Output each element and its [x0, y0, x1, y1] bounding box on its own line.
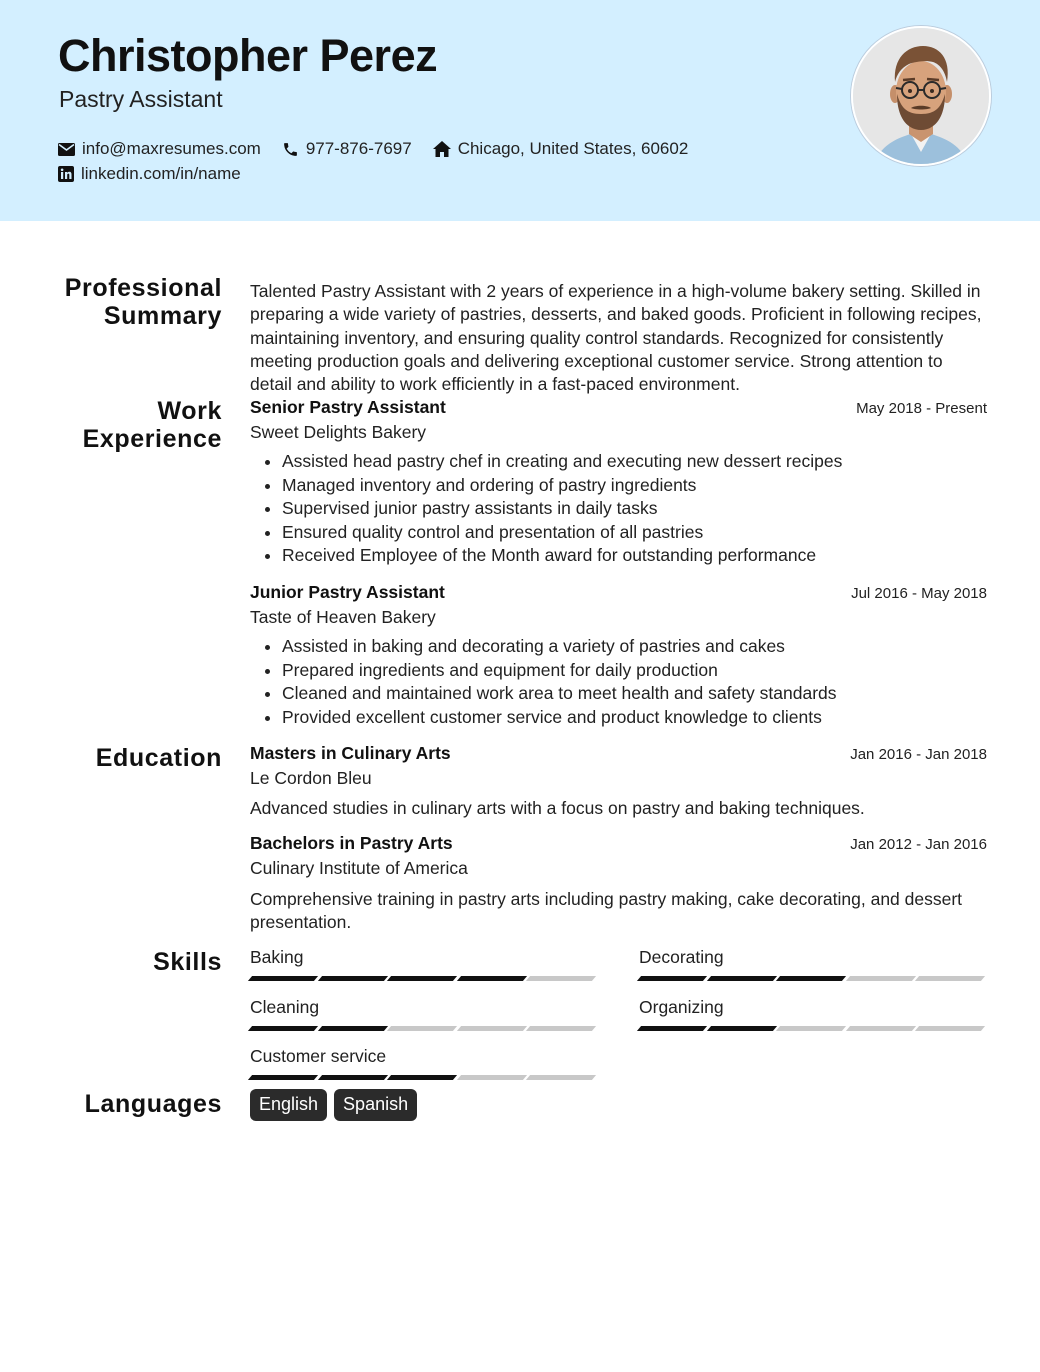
skill-name: Decorating	[639, 947, 724, 967]
skill-item	[639, 947, 987, 981]
skill-segment-empty	[915, 976, 985, 981]
skill-name: Baking	[250, 947, 304, 967]
contact-phone[interactable]	[282, 139, 412, 159]
list-item: • Cleaned and maintained work area to meet health and safety standards	[282, 682, 987, 706]
skill-segment-empty	[776, 1026, 846, 1031]
skill-segment-filled	[637, 1026, 707, 1031]
skill-rating	[639, 1026, 987, 1031]
language-badge: Spanish	[334, 1089, 417, 1121]
home-icon	[433, 141, 451, 157]
list-item: • Managed inventory and ordering of pastry ingredients	[282, 474, 987, 498]
list-item: • Supervised junior pastry assistants in daily tasks	[282, 497, 987, 521]
section-label-languages	[85, 1090, 222, 1118]
section-label-line: Summary	[103, 302, 222, 330]
education-dates: Jan 2016 - Jan 2018	[850, 746, 987, 763]
job-title: Junior Pastry Assistant	[250, 582, 445, 602]
language-badge: English	[250, 1089, 327, 1121]
contact-linkedin[interactable]	[58, 164, 241, 184]
job-title: Senior Pastry Assistant	[250, 397, 446, 417]
skill-segment-empty	[915, 1026, 985, 1031]
job-bullets	[250, 635, 987, 729]
school-name: Culinary Institute of America	[250, 858, 468, 878]
section-label-education	[96, 744, 222, 772]
list-item: • Assisted head pastry chef in creating and executing new dessert recipes	[282, 450, 987, 474]
skill-rating	[250, 976, 598, 981]
job-dates: Jul 2016 - May 2018	[851, 585, 987, 602]
skill-name: Customer service	[250, 1046, 387, 1066]
skill-segment-empty	[387, 1026, 457, 1031]
contact-row	[58, 164, 262, 184]
skill-segment-filled	[387, 976, 457, 981]
list-item: • Provided excellent customer service and product knowledge to clients	[282, 706, 987, 730]
location-text: Chicago, United States, 60602	[457, 139, 689, 158]
section-label-line: Work	[157, 397, 222, 425]
contact-row	[58, 139, 709, 159]
email-text: info@maxresumes.com	[82, 139, 261, 158]
skill-segment-filled	[706, 1026, 776, 1031]
skill-rating	[250, 1026, 598, 1031]
skill-segment-filled	[317, 1026, 387, 1031]
list-item: • Received Employee of the Month award for outstanding performance	[282, 544, 987, 568]
list-item: • Prepared ingredients and equipment for daily production	[282, 659, 987, 683]
skill-segment-empty	[526, 976, 596, 981]
skill-item	[250, 997, 598, 1031]
skill-segment-filled	[248, 1075, 318, 1080]
skill-segment-filled	[776, 976, 846, 981]
linkedin-text: linkedin.com/in/name	[81, 164, 241, 183]
school-name: Le Cordon Bleu	[250, 768, 372, 788]
phone-text: 977-876-7697	[305, 139, 412, 158]
skill-segment-empty	[846, 1026, 916, 1031]
skill-segment-empty	[846, 976, 916, 981]
section-label-line: Experience	[82, 425, 222, 453]
linkedin-icon	[58, 166, 74, 182]
summary-text: Talented Pastry Assistant with 2 years of experience in a high-volume bakery setting. Skilled in preparing a wide variety of pastries, desserts, and baked goods. Proficient in following recipes, maintaining inventory, and ensuring quality control standards. Recognized for consistently meeting production goals and delivering exceptional customer service. Strong attention to detail and ability to work efficiently in a fast-paced environment.	[250, 281, 982, 395]
candidate-name: Christopher Perez	[58, 30, 438, 81]
languages-list	[250, 1089, 987, 1121]
education-description: Advanced studies in culinary arts with a focus on pastry and baking techniques.	[250, 798, 865, 818]
education-header	[250, 743, 987, 764]
skill-segment-filled	[248, 976, 318, 981]
summary-block	[250, 280, 987, 396]
skill-name: Organizing	[639, 997, 724, 1017]
degree-title: Bachelors in Pastry Arts	[250, 833, 453, 853]
contact-email[interactable]	[58, 139, 261, 159]
job-dates: May 2018 - Present	[856, 400, 987, 417]
job-company: Taste of Heaven Bakery	[250, 607, 436, 627]
skill-item	[639, 997, 987, 1031]
job-header	[250, 397, 987, 418]
skill-segment-filled	[317, 1075, 387, 1080]
education-description: Comprehensive training in pastry arts including pastry making, cake decorating, and dessert presentation.	[250, 889, 963, 933]
job-entry	[250, 397, 987, 568]
skill-rating	[250, 1075, 598, 1080]
job-header	[250, 582, 987, 603]
skill-item	[250, 947, 598, 981]
skill-segment-filled	[248, 1026, 318, 1031]
skill-name: Cleaning	[250, 997, 320, 1017]
education-header	[250, 833, 987, 854]
job-entry	[250, 582, 987, 729]
section-label-summary	[65, 274, 222, 330]
section-label-work	[83, 397, 222, 453]
degree-title: Masters in Culinary Arts	[250, 743, 451, 763]
job-company: Sweet Delights Bakery	[250, 422, 427, 442]
list-item: • Assisted in baking and decorating a variety of pastries and cakes	[282, 635, 987, 659]
skill-segment-filled	[387, 1075, 457, 1080]
list-item: • Ensured quality control and presentation of all pastries	[282, 521, 987, 545]
contact-location	[433, 139, 689, 159]
section-label-line: Skills	[153, 948, 222, 976]
section-label-line: Languages	[84, 1090, 222, 1118]
skill-segment-empty	[526, 1075, 596, 1080]
education-dates: Jan 2012 - Jan 2016	[850, 836, 987, 853]
candidate-title: Pastry Assistant	[59, 86, 223, 112]
section-label-line: Education	[95, 744, 222, 772]
education-entry	[250, 833, 987, 935]
skill-segment-empty	[457, 1026, 527, 1031]
section-label-skills	[153, 948, 222, 976]
skill-rating	[639, 976, 987, 981]
skill-item	[250, 1046, 598, 1080]
skill-segment-filled	[457, 976, 527, 981]
education-entry	[250, 743, 987, 820]
header-banner	[0, 0, 1040, 221]
skill-segment-filled	[637, 976, 707, 981]
section-label-line: Professional	[64, 274, 222, 302]
profile-photo	[851, 26, 991, 166]
envelope-icon	[58, 143, 75, 156]
skill-segment-empty	[457, 1075, 527, 1080]
job-bullets	[250, 450, 987, 568]
skill-segment-filled	[317, 976, 387, 981]
phone-icon	[282, 141, 299, 158]
skill-segment-empty	[526, 1026, 596, 1031]
skill-segment-filled	[706, 976, 776, 981]
